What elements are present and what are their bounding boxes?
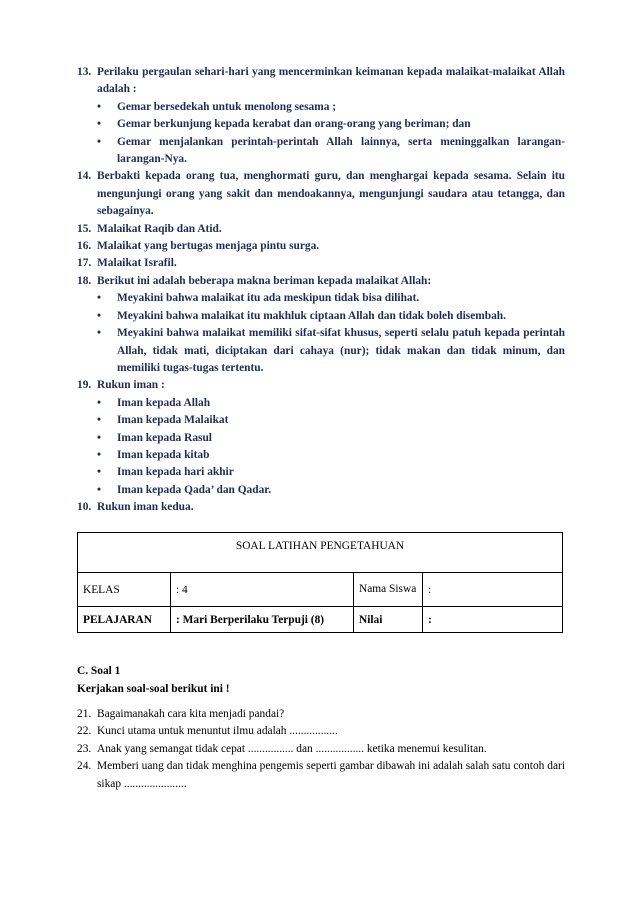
answer-text: Malaikat yang bertugas menjaga pintu surga. — [97, 240, 320, 253]
bullet-icon: • — [97, 135, 101, 148]
bullet-item — [97, 412, 565, 429]
answer-number: 10. — [77, 501, 92, 514]
bullet-item — [97, 325, 565, 377]
bullet-item — [97, 395, 565, 412]
nama-siswa-label: Nama Siswa — [354, 573, 423, 607]
answer-text: Perilaku pergaulan sehari-hari yang mencerminkan keimanan kepada malaikat-malaikat Allah adalah : — [97, 66, 565, 96]
bullet-text: Iman kepada Malaikat — [117, 414, 229, 427]
answer-item — [77, 64, 565, 99]
bullet-text: Meyakini bahwa malaikat memiliki sifat-sifat khusus, seperti selalu patuh kepada perintah Allah, tidak mati, diciptakan dari cahaya (nur); tidak makan dan tidak minum, dan memiliki tugas-tugas tertentu. — [117, 327, 565, 374]
bullet-text: Meyakini bahwa malaikat itu makhluk ciptaan Allah dan tidak boleh disembah. — [117, 309, 506, 322]
answer-number: 17. — [77, 257, 92, 270]
bullet-item — [97, 99, 565, 116]
question-text: Kunci utama untuk menuntut ilmu adalah ................. — [97, 725, 338, 738]
bullet-text: Gemar berkunjung kepada kerabat dan orang-orang yang beriman; dan — [117, 118, 471, 131]
question-number: 24. — [77, 760, 92, 773]
bullet-item — [97, 430, 565, 447]
answer-item — [77, 377, 565, 394]
bullet-text: Meyakini bahwa malaikat itu ada meskipun tidak bisa dilihat. — [117, 292, 420, 305]
answer-item — [77, 238, 565, 255]
question-text: Memberi uang dan tidak menghina pengemis seperti gambar dibawah ini adalah salah satu contoh dari sikap ...................... — [97, 760, 565, 790]
bullet-text: Gemar bersedekah untuk menolong sesama ; — [117, 100, 337, 113]
question-number: 21. — [77, 708, 92, 720]
bullet-icon: • — [97, 309, 101, 322]
answer-number: 19. — [77, 379, 92, 392]
pelajaran-label: PELAJARAN — [78, 607, 171, 633]
bullet-icon: • — [97, 448, 101, 461]
bullet-icon: • — [97, 431, 101, 444]
bullet-text: Iman kepada Rasul — [117, 431, 212, 444]
answer-item — [77, 255, 565, 272]
bullet-icon: • — [97, 100, 101, 113]
answer-item — [77, 273, 565, 290]
instruction: Kerjakan soal-soal berikut ini ! — [77, 683, 230, 695]
question-list — [77, 706, 565, 793]
question-item — [77, 741, 565, 758]
exercise-header-table — [77, 532, 563, 633]
kelas-value: : 4 — [171, 573, 354, 607]
bullet-item — [97, 308, 565, 325]
table-title: SOAL LATIHAN PENGETAHUAN — [78, 533, 563, 573]
answer-text: Malaikat Raqib dan Atid. — [97, 222, 222, 235]
question-item — [77, 706, 565, 723]
answer-number: 14. — [77, 170, 92, 183]
bullet-icon: • — [97, 292, 101, 305]
question-item — [77, 723, 565, 740]
question-item — [77, 758, 565, 793]
bullet-item — [97, 464, 565, 481]
bullet-text: Iman kepada hari akhir — [117, 466, 234, 479]
bullet-icon: • — [97, 414, 101, 427]
section-title: C. Soal 1 — [77, 665, 121, 677]
answer-text: Berbakti kepada orang tua, menghormati guru, dan menghargai kepada sesama. Selain itu mengunjungi orang yang sakit dan mendoakannya, mengunjungi saudara atau tetangga, dan sebagainya. — [97, 170, 565, 218]
bullet-icon: • — [97, 327, 101, 340]
nilai-label: Nilai — [354, 607, 423, 633]
kelas-label: KELAS — [78, 573, 171, 607]
answer-text: Malaikat Israfil. — [97, 257, 177, 270]
bullet-icon: • — [97, 466, 101, 479]
bullet-text: Iman kepada Qada’ dan Qadar. — [117, 483, 272, 496]
bullet-text: Gemar menjalankan perintah-perintah Allah lainnya, serta meninggalkan larangan-larangan-Nya. — [117, 135, 565, 166]
question-number: 22. — [77, 725, 92, 738]
bullet-item — [97, 447, 565, 464]
answer-list — [77, 64, 565, 517]
bullet-icon: • — [97, 483, 101, 496]
answer-item — [77, 168, 565, 220]
answer-number: 16. — [77, 240, 92, 253]
question-number: 23. — [77, 742, 92, 755]
bullet-item — [97, 290, 565, 307]
answer-number: 18. — [77, 274, 92, 287]
answer-item — [77, 221, 565, 238]
answer-text: Berikut ini adalah beberapa makna beriman kepada malaikat Allah: — [97, 274, 432, 287]
bullet-text: Iman kepada kitab — [117, 448, 210, 461]
nilai-value: : — [423, 607, 563, 633]
question-text: Anak yang semangat tidak cepat ................ dan ................. ketika menemui kesulitan. — [97, 742, 487, 755]
nama-siswa-value: : — [423, 573, 563, 607]
question-text: Bagaimanakah cara kita menjadi pandai? — [97, 708, 285, 720]
bullet-item — [97, 134, 565, 169]
answer-text: Rukun iman : — [97, 379, 165, 392]
answer-number: 13. — [77, 66, 92, 78]
pelajaran-value: : Mari Berperilaku Terpuji (8) — [171, 607, 354, 633]
bullet-icon: • — [97, 118, 101, 131]
answer-text: Rukun iman kedua. — [97, 501, 194, 514]
bullet-item — [97, 482, 565, 499]
bullet-icon: • — [97, 396, 101, 409]
answer-number: 15. — [77, 222, 92, 235]
bullet-text: Iman kepada Allah — [117, 396, 211, 409]
bullet-item — [97, 116, 565, 133]
answer-item — [77, 499, 565, 516]
